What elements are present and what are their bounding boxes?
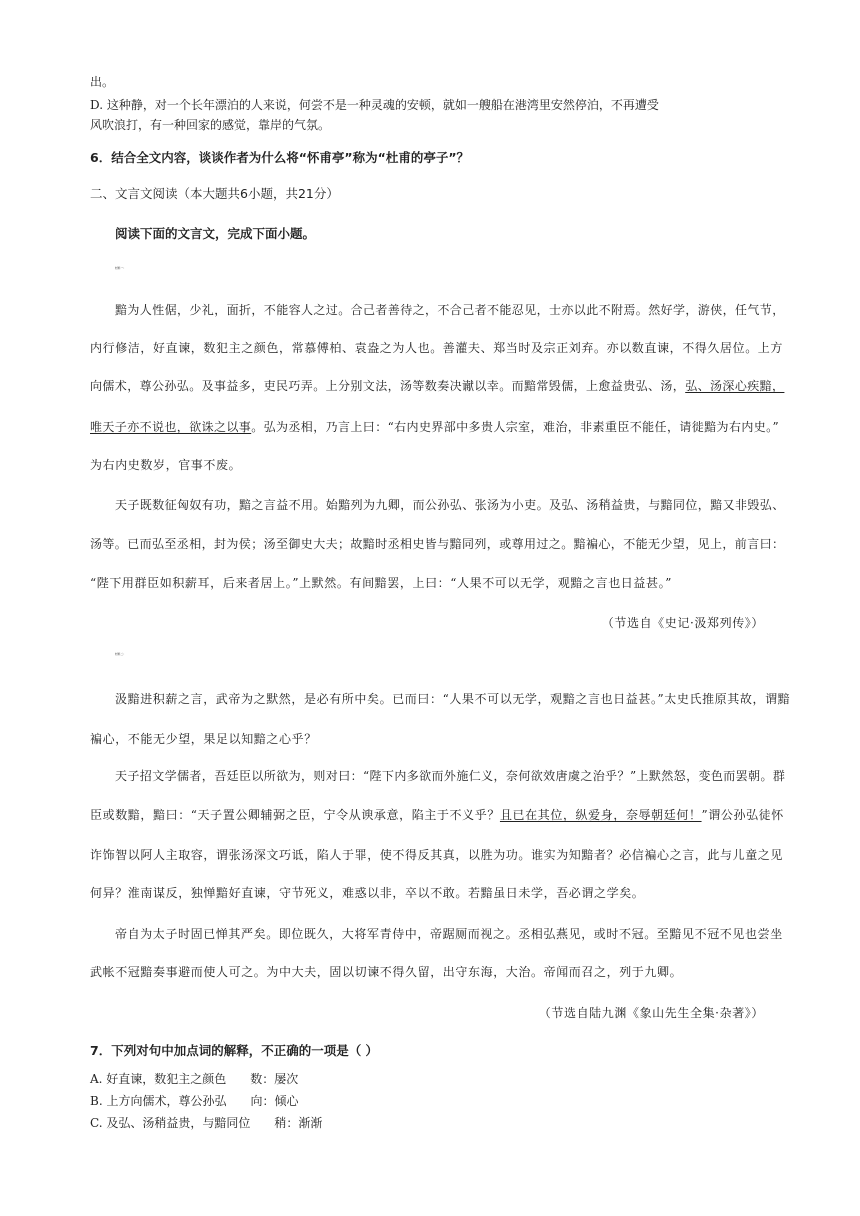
m2-para2-line4: 何异？淮南谋反，独惮黯好直谏，守节死义，难惑以非，卒以不敢。若黯虽日未学，吾必谓之学矣。 xyxy=(90,886,645,900)
underlined-sentence-3: 且已在其位，纵爱身，奈辱朝廷何！ xyxy=(499,808,702,822)
question-6: 6．结合全文内容，谈谈作者为什么将“怀甫亭”称为“杜甫的亭子”？ xyxy=(90,150,470,165)
reading-instruction: 阅读下面的文言文，完成下面小题。 xyxy=(115,226,316,241)
material-2-source: （节选自陆九渊《象山先生全集·杂著》） xyxy=(538,1006,764,1020)
option-b: B. 上方向儒术，尊公孙弘 向：倾心 xyxy=(90,1094,299,1108)
m2-para3-line1: 帝自为太子时固已惮其严矣。即位既久，大将军青侍中，帝踞厕而视之。丞相弘燕见，或时不冠。至黯见不冠不见也尝坐 xyxy=(115,927,783,941)
m1-para2-line3: “陛下用群臣如积薪耳，后来者居上。”上默然。有间黯罢，上曰：“人果不可以无学，观黯之言也日益甚。” xyxy=(90,576,672,590)
m1-para1-line3: 向儒术，尊公孙弘。及事益多，吏民巧弄。上分别文法，汤等数奏决谳以幸。而黯常毁儒，上愈益贵弘、汤，弘、汤深心疾黯， xyxy=(90,379,785,393)
m2-para2-line2: 臣或数黯，黯曰：“天子置公卿辅弼之臣，宁令从谀承意，陷主于不义乎？且已在其位，纵爱身，奈辱朝廷何！”谓公孙弘徒怀 xyxy=(90,808,784,822)
material-2-label: 材料二： xyxy=(115,652,126,656)
m1-para1-line4: 唯天子亦不说也，欲诛之以事。弘为丞相，乃言上曰：“右内史界部中多贵人宗室，难治，非素重臣不能任，请徙黯为右内史。” xyxy=(90,420,780,434)
m2-para2-line1: 天子招文学儒者，吾廷臣以所欲为，则对曰：“陛下内多欲而外施仁义，奈何欲效唐虞之治乎？”上默然怒，变色而罢朝。群 xyxy=(115,769,786,783)
section-2-heading: 二、文言文阅读（本大题共6小题，共21分） xyxy=(90,186,339,201)
underlined-sentence-2: 唯天子亦不说也，欲诛之以事 xyxy=(90,420,252,434)
m2-para2-line3: 诈饰智以阿人主取容，谓张汤深文巧诋，陷人于罪，使不得反其真，以胜为功。谁实为知黯者？必信褊心之言，此与儿童之见 xyxy=(90,848,784,862)
underlined-sentence-1: 弘、汤深心疾黯， xyxy=(685,379,785,393)
option-d-line-1: D. 这种静，对一个长年漂泊的人来说，何尝不是一种灵魂的安顿，就如一艘船在港湾里安然停泊，不再遭受 xyxy=(90,98,659,112)
m1-para2-line2: 汤等。已而弘至丞相，封为侯；汤至御史大夫；故黯时丞相史皆与黯同列，或尊用过之。黯褊心，不能无少望，见上，前言曰： xyxy=(90,537,785,551)
m1-para1-line5: 为右内史数岁，官事不废。 xyxy=(90,458,242,472)
material-1-label: 材料一： xyxy=(115,266,126,270)
question-7: 7．下列对句中加点词的解释，不正确的一项是（ ） xyxy=(90,1043,379,1058)
option-a: A. 好直谏，数犯主之颜色 数：屡次 xyxy=(90,1072,299,1086)
m2-para1-line2: 褊心，不能无少望，果足以知黯之心乎？ xyxy=(90,732,317,746)
m2-para1-line1: 汲黯进积薪之言，武帝为之默然，是必有所中矣。已而曰：“人果不可以无学，观黯之言也日益甚。”太史氏推原其故，谓黯 xyxy=(115,692,791,706)
m2-para3-line2: 武帐不冠黯奏事避而使人可之。为中大夫，固以切谏不得久留，出守东海，大治。帝闻而召之，列于九卿。 xyxy=(90,965,683,979)
m1-para1-line1: 黯为人性倨，少礼，面折，不能容人之过。合己者善待之，不合己者不能忍见，士亦以此不附焉。然好学，游侠，任气节， xyxy=(115,303,785,317)
option-d-line-2: 风吹浪打，有一种回家的感觉，靠岸的气氛。 xyxy=(90,118,331,132)
m1-para2-line1: 天子既数征匈奴有功，黯之言益不用。始黯列为九卿，而公孙弘、张汤为小吏。及弘、汤稍益贵，与黯同位，黯又非毁弘、 xyxy=(115,498,785,512)
option-c: C. 及弘、汤稍益贵，与黯同位 稍：渐渐 xyxy=(90,1116,323,1130)
material-1-source: （节选自《史记·汲郑列传》） xyxy=(601,616,764,630)
previous-answer-fragment: 出。 xyxy=(90,75,115,89)
m1-para1-line2: 内行修洁，好直谏，数犯主之颜色，常慕傅柏、袁盎之为人也。善灌夫、郑当时及宗正刘弃。亦以数直谏，不得久居位。上方 xyxy=(90,341,784,355)
